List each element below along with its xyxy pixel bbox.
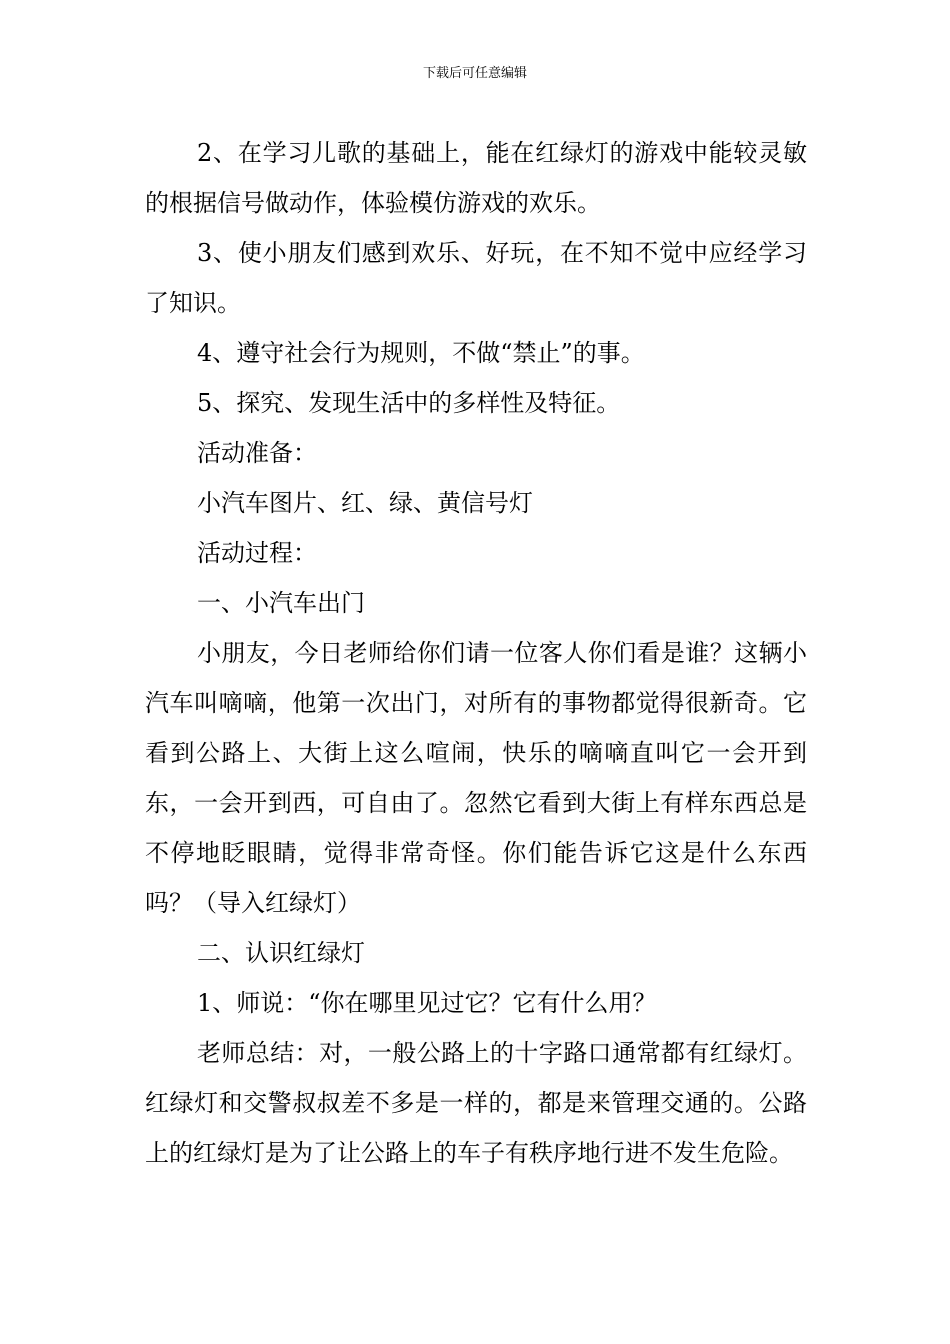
paragraph-goal-4: 4、遵守社会行为规则，不做“禁止”的事。 <box>197 339 645 367</box>
page-header: 下载后可任意编辑 <box>422 66 527 81</box>
paragraph-goal-2: 2、在学习儿歌的基础上，能在红绿灯的游戏中能较灵敏的根据信号做动作，体验模仿游戏的欢乐。 <box>145 139 807 217</box>
paragraph-car-story: 小朋友，今日老师给你们请一位客人你们看是谁？这辆小汽车叫嘀嘀，他第一次出门，对所有的事物都觉得很新奇。它看到公路上、大街上这么喧闹，快乐的嘀嘀直叫它一会开到东，一会开到西，可自由了。忽然它看到大街上有样东西总是不停地眨眼睛，觉得非常奇怪。你们能告诉它这是什么东西吗？（导入红绿灯） <box>145 639 807 917</box>
paragraph-teacher-summary: 老师总结：对，一般公路上的十字路口通常都有红绿灯。红绿灯和交警叔叔差不多是一样的，都是来管理交通的。公路上的红绿灯是为了让公路上的车子有秩序地行进不发生危险。 <box>145 1039 807 1167</box>
paragraph-goal-3: 3、使小朋友们感到欢乐、好玩，在不知不觉中应经学习了知识。 <box>145 239 807 317</box>
paragraph-materials: 小汽车图片、红、绿、黄信号灯 <box>197 489 533 517</box>
heading-section-1: 一、小汽车出门 <box>197 589 365 617</box>
heading-preparation: 活动准备： <box>197 439 317 467</box>
heading-section-2: 二、认识红绿灯 <box>197 939 365 967</box>
heading-process: 活动过程： <box>197 539 317 567</box>
paragraph-teacher-question: 1、师说：“你在哪里见过它？它有什么用？ <box>197 989 657 1017</box>
document-body <box>145 128 807 1178</box>
paragraph-goal-5: 5、探究、发现生活中的多样性及特征。 <box>197 389 621 417</box>
